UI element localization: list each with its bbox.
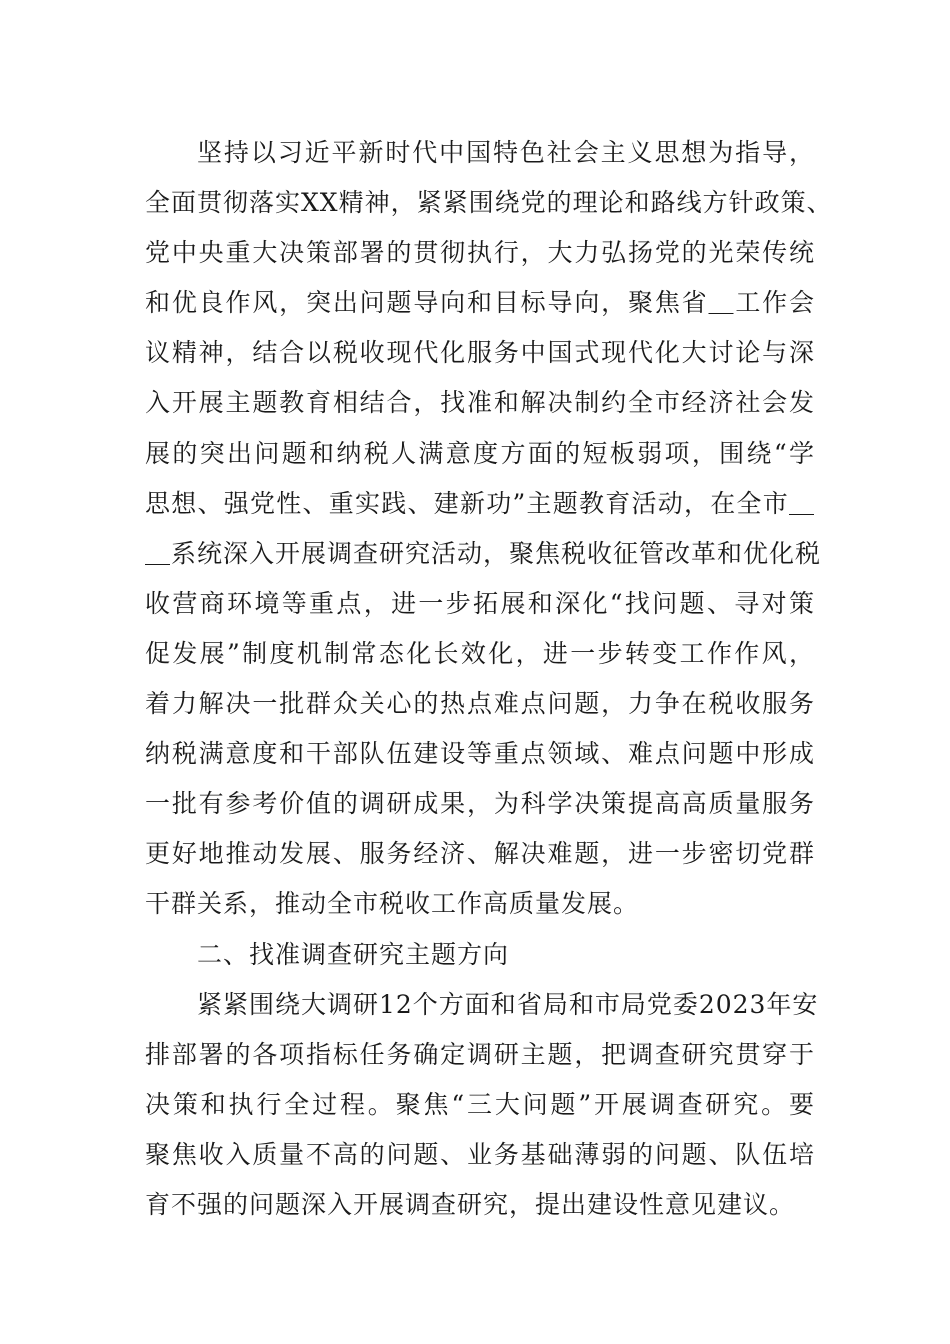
paragraph-line: 干群关系，推动全市税收工作高质量发展。 — [145, 889, 640, 919]
paragraph-line: 排部署的各项指标任务确定调研主题，把调查研究贯穿于 — [145, 1039, 815, 1069]
paragraph-line: 思想、强党性、重实践、建新功”主题教育活动，在全市＿ — [145, 488, 815, 518]
paragraph-line: 更好地推动发展、服务经济、解决难题，进一步密切党群 — [145, 839, 815, 869]
paragraph-research-topics — [145, 980, 819, 1230]
paragraph-line: 育不强的问题深入开展调查研究，提出建设性意见建议。 — [145, 1189, 796, 1219]
paragraph-line: 促发展”制度机制常态化长效化，进一步转变工作作风， — [145, 638, 815, 668]
paragraph-line: 和优良作风，突出问题导向和目标导向，聚焦省＿工作会 — [145, 288, 815, 318]
paragraph-line: 决策和执行全过程。聚焦“三大问题”开展调查研究。要 — [145, 1089, 815, 1119]
paragraph-line: 坚持以习近平新时代中国特色社会主义思想为指导， — [197, 138, 815, 167]
paragraph-line: 一批有参考价值的调研成果，为科学决策提高高质量服务 — [145, 789, 815, 819]
paragraph-line: 入开展主题教育相结合，找准和解决制约全市经济社会发 — [145, 388, 815, 418]
paragraph-line: 展的突出问题和纳税人满意度方面的短板弱项，围绕“学 — [145, 438, 815, 468]
paragraph-line: 党中央重大决策部署的贯彻执行，大力弘扬党的光荣传统 — [145, 238, 815, 268]
paragraph-line: 纳税满意度和干部队伍建设等重点领域、难点问题中形成 — [145, 739, 815, 769]
paragraph-line: 收营商环境等重点，进一步拓展和深化“找问题、寻对策 — [145, 588, 815, 618]
paragraph-line: 紧紧围绕大调研12个方面和省局和市局党委2023年安 — [197, 989, 819, 1019]
paragraph-line: 聚焦收入质量不高的问题、业务基础薄弱的问题、队伍培 — [145, 1139, 815, 1169]
paragraph-guiding-principles — [145, 128, 833, 930]
paragraph-line: 议精神，结合以税收现代化服务中国式现代化大讨论与深 — [145, 338, 815, 368]
paragraph-line: 全面贯彻落实XX精神，紧紧围绕党的理论和路线方针政策、 — [145, 188, 833, 218]
section-heading: 二、找准调查研究主题方向 — [197, 939, 510, 969]
document-body — [145, 128, 833, 1230]
paragraph-line: ＿系统深入开展调查研究活动，聚焦税收征管改革和优化税 — [145, 538, 822, 568]
paragraph-line: 着力解决一批群众关心的热点难点问题，力争在税收服务 — [145, 689, 815, 719]
